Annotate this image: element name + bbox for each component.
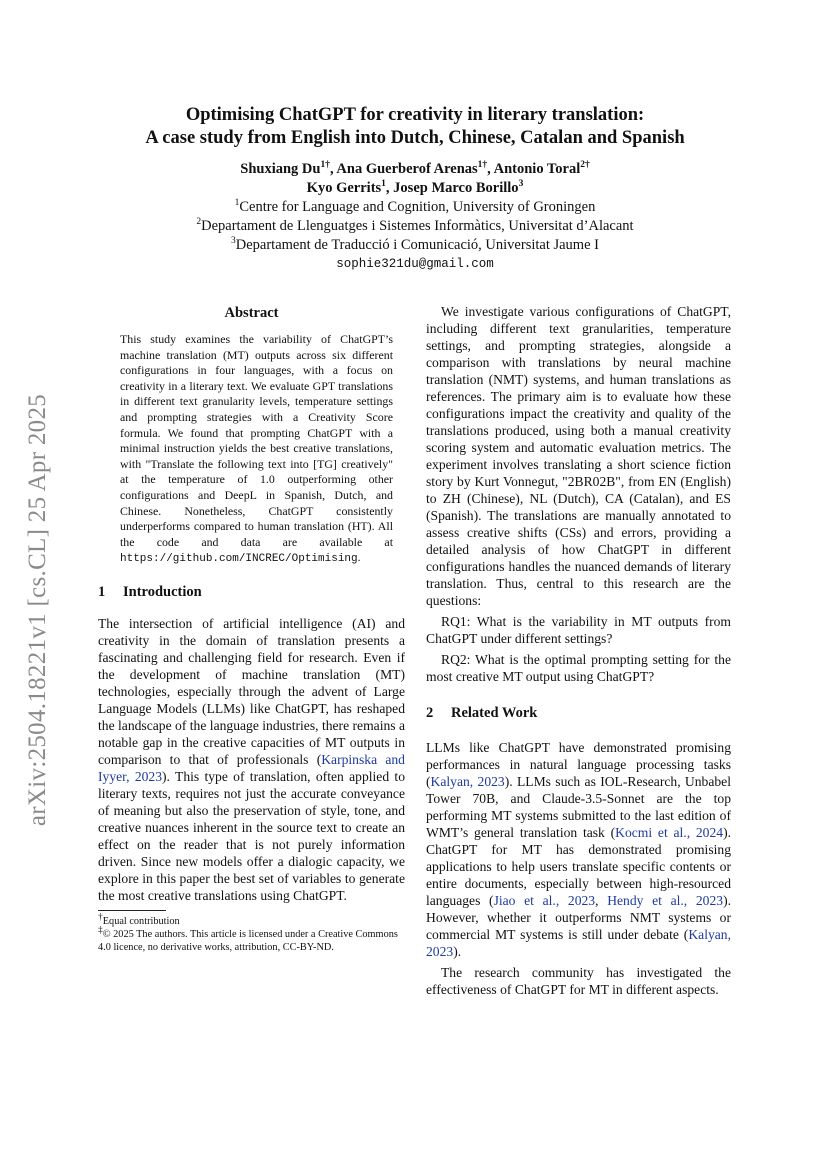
footnote-mark: ‡ [98,925,103,936]
author-affiliation-mark: 3 [518,179,524,190]
affiliation-3 [100,236,730,255]
citation-link[interactable]: Jiao et al., 2023 [493,893,596,908]
section-number: 2 [426,705,434,721]
paragraph-text: ). LLMs such as IOL-Research, Unbabel Tower 70B, and Claude-3.5-Sonnet are the top performing MT systems submitted to the last edition of WMT’s general translation task ( [426,774,731,840]
title-block [100,104,730,274]
author-line-2 [100,179,730,198]
related-work-paragraph [426,739,731,960]
author-name: Ana Guerberof Arenas [336,161,478,177]
footnote-text: © 2025 The authors. This article is licensed under a Creative Commons 4.0 licence, no derivative works, attribution, CC-BY-ND. [98,928,398,953]
author-separator: , [329,161,337,177]
overview-paragraph: We investigate various configurations of ChatGPT, including different text granularities, temperature settings, and prompting strategies, alongside a comparison with translations by neural machine translation (NMT) systems, and human translations as references. The primary aim is to evaluate how these configurations impact the creativity and quality of the translations produced, using both a manual creativity scoring system and automatic evaluation metrics. The experiment involves translating a short science fiction story by Kurt Vonnegut, "2BR02B", from EN (English) to ZH (Chinese), NL (Dutch), CA (Catalan), and ES (Spanish). The translations are manually annotated to assess creative shifts (CSs) and errors, providing a detailed analysis of how ChatGPT in different configurations handles the nuanced demands of literary translation. Thus, central to this research are the questions: [426,304,731,608]
paper-title-line-2: A case study from English into Dutch, Chinese, Catalan and Spanish [145,128,685,148]
citation-link[interactable]: Kocmi et al., 2024 [615,825,724,840]
footnote-equal-contribution [98,912,405,928]
introduction-paragraph [98,615,405,904]
author-name: Shuxiang Du [240,161,321,177]
contact-email[interactable]: sophie321du@gmail.com [336,257,494,271]
section-heading-introduction [98,584,405,601]
abstract-end-punct: . [357,550,361,565]
abstract-heading: Abstract [224,305,279,321]
affiliation-mark: 3 [231,236,236,247]
abstract-text [120,332,393,568]
affiliation-text: Centre for Language and Cognition, University of Groningen [239,199,596,215]
section-number: 1 [98,583,106,600]
citation-link[interactable]: Karpinska and Iyyer, 2023 [98,751,405,784]
author-separator: , [385,180,394,196]
research-question-2: RQ2: What is the optimal prompting setting for the most creative MT output using ChatGPT? [426,652,731,684]
section-heading-related-work [426,705,731,722]
research-question-1: RQ1: What is the variability in MT outputs from ChatGPT under different settings? [426,614,731,646]
section-title: Related Work [451,705,538,721]
author-line-1 [100,160,730,179]
author-name: Josep Marco Borillo [393,180,519,196]
author-affiliation-mark: 1† [320,160,330,171]
affiliation-1 [100,198,730,217]
research-community-paragraph: The research community has investigated the effectiveness of ChatGPT for MT in different aspects. [426,965,731,997]
paragraph-text: ). [453,944,462,959]
citation-link[interactable]: Kalyan, 2023 [426,927,731,959]
left-column [98,303,405,954]
affiliation-text: Departament de Traducció i Comunicació, Universitat Jaume I [235,237,599,253]
footnote-text: Equal contribution [102,915,180,927]
citation-link[interactable]: Hendy et al., 2023 [607,893,724,908]
footnote-mark: † [98,912,103,923]
footnote-divider [98,910,166,911]
author-affiliation-mark: 1† [477,160,488,171]
paragraph-text: ). However, whether it outperforms NMT systems or commercial MT systems is still under debate ( [426,893,732,942]
citation-separator: , [595,893,608,908]
author-list [100,160,730,198]
author-name: Antonio Toral [493,161,581,177]
abstract-body-text: This study examines the variability of ChatGPT’s machine translation (MT) outputs across six different configurations in four languages, with a focus on creativity in a literary text. We evaluate GPT translations in different text granularity levels, temperature settings and prompting strategies with a Creativity Score formula. We found that prompting ChatGPT with a minimal instruction yields the best creative translations, with "Translate the following text into [TG] creatively" at the temperature of 1.0 outperforming other configurations and DeepL in Spanish, Dutch, and Chinese. Nonetheless, ChatGPT consistently underperforms compared to human translation (HT). All the code and data are available at [120,332,393,549]
paper-title-line-1: Optimising ChatGPT for creativity in literary translation: [185,105,645,125]
paragraph-text: ). This type of translation, often applied to literary texts, requires not just the accurate conveyance of meaning but also the preservation of style, tone, and creative nuances inherent in the source text to create an effect on the reader that is not purely information driven. Since new models offer a dialogic capacity, we explore in this paper the best set of variables to generate the most creative translations using ChatGPT. [98,768,405,903]
paragraph-text: LLMs like ChatGPT have demonstrated promising performances in natural language processing tasks ( [426,740,731,789]
footnote-license [98,925,405,954]
paragraph-text: The intersection of artificial intelligence (AI) and creativity in the domain of translation presents a fascinating and challenging field for research. Even if the development of machine translation (MT) technologies, especially through the advent of Large Language Models (LLMs) like ChatGPT, has reshaped the landscape of the language industries, there remains a notable gap in the creative capacities of MT outputs in comparison to that of professionals ( [98,615,405,767]
citation-link[interactable]: Kalyan, 2023 [430,774,505,789]
paragraph-text: ). ChatGPT for MT has demonstrated promising applications to help users translate specific contents or entire documents, especially between high-resourced languages ( [426,825,731,908]
section-title: Introduction [123,583,202,600]
affiliation-text: Departament de Llenguatges i Sistemes Informàtics, Universitat d’Alacant [201,218,634,234]
arxiv-sidebar-stamp [18,360,58,860]
author-affiliation-mark: 2† [580,160,590,171]
author-name: Kyo Gerrits [306,180,382,196]
code-repository-link[interactable]: https://github.com/INCREC/Optimising [120,553,358,566]
author-affiliation-mark: 1 [381,179,386,190]
affiliation-mark: 2 [196,217,202,228]
author-separator: , [487,161,494,177]
affiliation-2 [100,217,730,236]
affiliation-mark: 1 [234,198,240,209]
arxiv-identifier: arXiv:2504.18221v1 [cs.CL] 25 Apr 2025 [24,393,51,827]
right-column [426,303,731,998]
